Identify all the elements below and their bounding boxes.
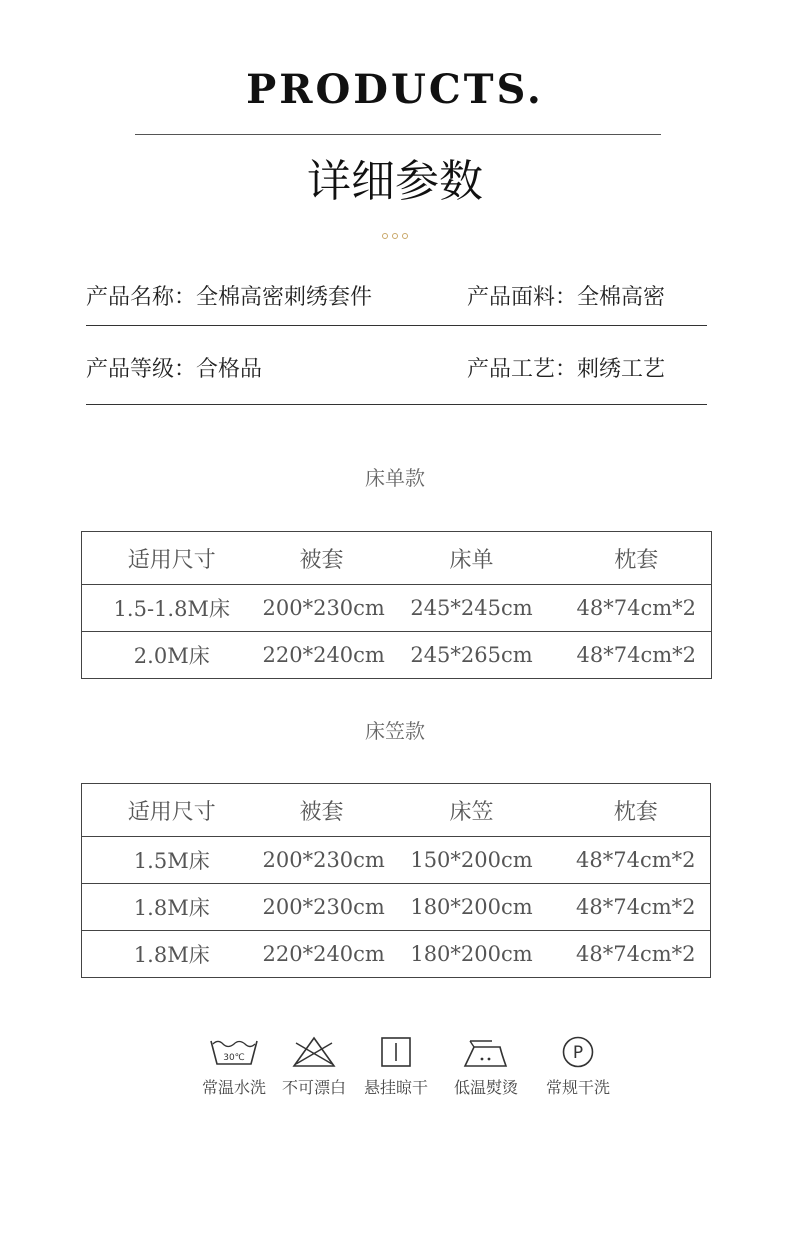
dot-icon (402, 233, 408, 239)
care-label: 不可漂白 (281, 1078, 346, 1097)
wash-temp-text: 30℃ (223, 1053, 245, 1063)
no-bleach-icon (290, 1035, 338, 1069)
dot-icon (382, 233, 388, 239)
decorative-dots (0, 224, 790, 243)
param-fabric: 产品面料：全棉高密 (467, 285, 666, 310)
header-duvet: 被套 (262, 532, 382, 585)
header-fitted-sheet: 床笠 (382, 784, 562, 837)
param-craft: 产品工艺：刺绣工艺 (467, 357, 666, 382)
cell-duvet: 220*240cm (262, 942, 385, 966)
cell-pillowcase: 48*74cm*2 (562, 837, 711, 884)
table-header-row (82, 784, 711, 837)
cell-duvet: 200*230cm (262, 884, 382, 931)
table-row (82, 632, 712, 679)
cell-fitted-sheet: 150*200cm (382, 837, 562, 884)
line-dry-icon (379, 1035, 413, 1069)
header-size: 适用尺寸 (82, 784, 262, 837)
dry-clean-letter: P (572, 1043, 584, 1063)
dot-icon (392, 233, 398, 239)
cell-sheet: 245*265cm (410, 643, 533, 667)
page-title: 详细参数 (307, 156, 483, 207)
cell-size: 1.8M床 (133, 943, 210, 967)
cell-duvet: 220*240cm (262, 643, 385, 667)
cell-pillowcase: 48*74cm*2 (562, 585, 712, 632)
param-divider (86, 325, 707, 326)
care-label: 低温熨烫 (453, 1078, 518, 1097)
fitted-section-title: 床笠款 (365, 719, 425, 743)
iron-low-icon (462, 1035, 510, 1069)
param-name: 产品名称：全棉高密刺绣套件 (86, 285, 373, 310)
table-row (82, 585, 712, 632)
cell-pillowcase: 48*74cm*2 (576, 643, 696, 667)
care-low-iron (446, 1035, 526, 1105)
care-dry-clean (540, 1035, 616, 1105)
header-duvet: 被套 (262, 784, 382, 837)
table-header-row (82, 532, 712, 585)
sheet-section-title: 床单款 (365, 466, 425, 490)
cell-fitted-sheet: 180*200cm (410, 942, 533, 966)
care-label: 常规干洗 (545, 1078, 610, 1097)
table-row (82, 931, 711, 978)
sheet-spec-table (81, 531, 712, 679)
care-label: 悬挂晾干 (363, 1078, 428, 1097)
dry-clean-icon (560, 1035, 596, 1069)
care-label: 常温水洗 (201, 1078, 266, 1097)
cell-size: 2.0M床 (133, 644, 210, 668)
cell-fitted-sheet: 180*200cm (382, 884, 562, 931)
cell-duvet: 200*230cm (262, 585, 382, 632)
cell-size: 1.5-1.8M床 (82, 585, 262, 632)
table-row (82, 884, 711, 931)
title-divider (135, 134, 661, 135)
title-en: PRODUCTS. (246, 66, 544, 113)
cell-sheet: 245*245cm (382, 585, 562, 632)
header-sheet: 床单 (382, 532, 562, 585)
cell-duvet: 200*230cm (262, 837, 382, 884)
header-size: 适用尺寸 (82, 532, 262, 585)
param-divider (86, 404, 707, 405)
header-pillowcase: 枕套 (562, 532, 712, 585)
cell-size: 1.5M床 (82, 837, 262, 884)
care-wash (196, 1035, 272, 1105)
care-no-bleach (276, 1035, 352, 1105)
cell-size: 1.8M床 (82, 884, 262, 931)
cell-pillowcase: 48*74cm*2 (562, 884, 711, 931)
cell-pillowcase: 48*74cm*2 (576, 942, 696, 966)
fitted-spec-table (81, 783, 711, 978)
table-row (82, 837, 711, 884)
param-grade: 产品等级：合格品 (86, 357, 263, 382)
care-line-dry (358, 1035, 434, 1105)
wash-30-icon (208, 1035, 260, 1069)
header-pillowcase: 枕套 (562, 784, 711, 837)
